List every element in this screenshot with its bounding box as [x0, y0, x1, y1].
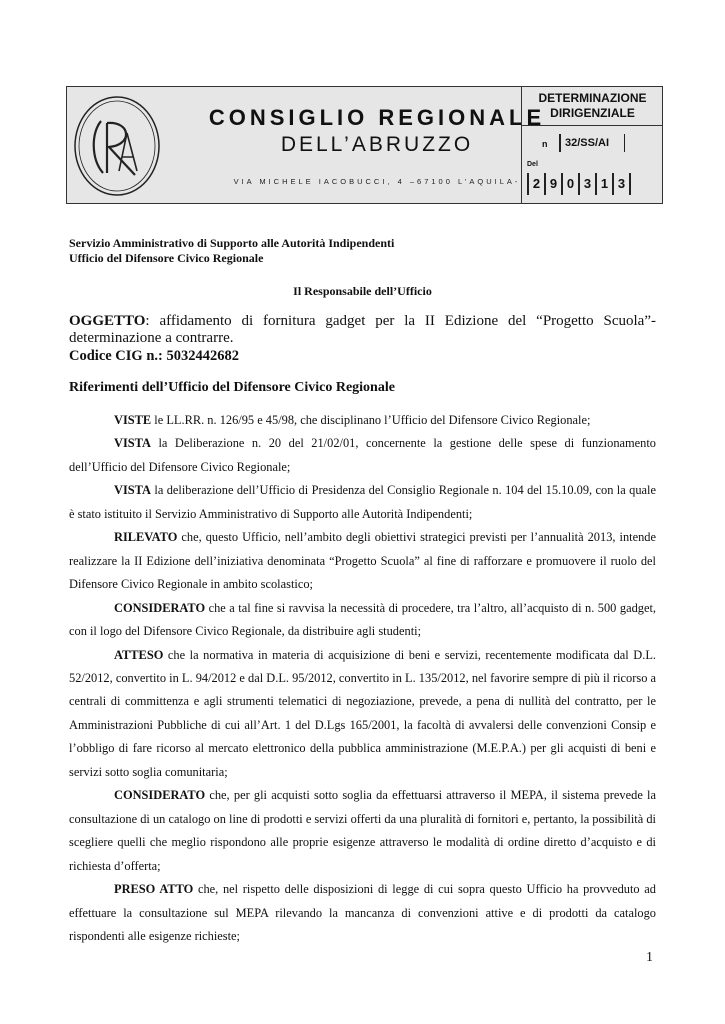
cig-code: Codice CIG n.: 5032442682 — [69, 348, 239, 364]
paragraph-lead: CONSIDERATO — [114, 600, 206, 615]
council-logo-icon — [71, 93, 163, 199]
date-digit: 3 — [578, 173, 595, 195]
date-digit: 0 — [561, 173, 578, 195]
page-number: 1 — [646, 950, 653, 965]
letterhead — [66, 86, 663, 204]
paragraph — [69, 597, 656, 644]
determinazione-number: 32/SS/AI — [559, 134, 625, 152]
subject-label: OGGETTO — [69, 313, 146, 329]
paragraph — [69, 479, 656, 526]
panel-divider — [522, 125, 662, 126]
date-digit: 2 — [527, 173, 544, 195]
paragraph — [69, 644, 656, 785]
council-title: CONSIGLIO REGIONALE — [208, 105, 546, 130]
paragraph-text: la Deliberazione n. 20 del 21/02/01, concernente la gestione delle spese di funzionamento dell’Ufficio del Difensore Civico Regionale; — [69, 436, 656, 474]
date-label: Del — [527, 161, 538, 168]
date-boxes — [527, 173, 631, 195]
paragraph-text: che, nel rispetto delle disposizioni di legge di cui sopra questo Ufficio ha provveduto ad effettuare la consultazione sul MEPA rilevando la mancanza di convenzioni attive e di prodotti da catalogo rispondenti alle esigenze richieste; — [69, 882, 656, 943]
paragraph-text: che, questo Ufficio, nell’ambito degli obiettivi strategici previsti per l’annualità 2013, intende realizzare la II Edizione dell’iniziativa denominata “Progetto Scuola” al fine di rafforzare e promuovere il ruolo del Difensore Civico Regionale in ambito scolastico; — [69, 530, 656, 592]
paragraph-lead: VISTA — [114, 483, 151, 498]
paragraph — [69, 409, 656, 432]
paragraph-text: la deliberazione dell’Ufficio di Presidenza del Consiglio Regionale n. 104 del 15.10.09, con la quale è stato istituito il Servizio Amministrativo di Supporto alle Autorità Indipendenti; — [69, 483, 656, 521]
council-subtitle: DELL’ABRUZZO — [280, 133, 474, 156]
paragraph-lead: CONSIDERATO — [114, 788, 206, 803]
determinazione-line2: DIRIGENZIALE — [550, 106, 635, 120]
references-heading: Riferimenti dell’Ufficio del Difensore Civico Regionale — [69, 380, 395, 395]
paragraph — [69, 526, 656, 596]
subject-text: : affidamento di fornitura gadget per la II Edizione del “Progetto Scuola”- determinazione a contrarre. — [69, 313, 656, 346]
paragraph-text: che, per gli acquisti sotto soglia da effettuarsi attraverso il MEPA, il sistema prevede la consultazione di un catalogo on line di prodotti e servizi offerti da una pluralità di fornitori e, pertanto, la possibilità di scegliere quelli che meglio rispondono alle proprie esigenze attraverso le modalità di ordine diretto d’acquisto e di richiesta d’offerta; — [69, 788, 656, 873]
council-address: VIA MICHELE IACOBUCCI, 4 –67100 L’AQUILA- — [233, 177, 521, 186]
office-line2: Ufficio del Difensore Civico Regionale — [69, 251, 264, 265]
paragraph — [69, 784, 656, 878]
paragraph-lead: VISTE — [114, 413, 152, 427]
paragraph-text: che la normativa in materia di acquisizione di beni e servizi, recentemente modificata dal D.L. 52/2012, convertito in L. 94/2012 e dal D.L. 95/2012, convertito in L. 135/2012, nel favorire sempre di più il ricorso a centrali di committenza e agli strumenti telematici di negoziazione, prevede, a pena di nullità del contratto, per le Amministrazioni Pubbliche di cui all’Art. 1 del D.Lgs 165/2001, la facoltà di avvalersi delle convenzioni Consip e l’obbligo di fare ricorso al mercato elettronico della pubblica amministrazione (M.E.P.A.) per gli acquisti di beni e servizi sotto soglia comunitaria; — [69, 647, 656, 779]
logo-area — [67, 87, 167, 203]
determinazione-panel — [521, 87, 662, 203]
date-digit: 3 — [612, 173, 631, 195]
paragraph-lead: ATTESO — [114, 647, 164, 662]
paragraph — [69, 878, 656, 948]
office-line1: Servizio Amministrativo di Supporto alle Autorità Indipendenti — [69, 236, 395, 250]
paragraph-lead: PRESO ATTO — [114, 882, 194, 897]
document-body — [69, 409, 656, 948]
paragraph — [69, 432, 656, 479]
determinazione-line1: DETERMINAZIONE — [538, 91, 647, 105]
paragraph-lead: VISTA — [114, 436, 151, 451]
date-digit: 1 — [595, 173, 612, 195]
paragraph-lead: RILEVATO — [114, 530, 178, 545]
paragraph-text: le LL.RR. n. 126/95 e 45/98, che disciplinano l’Ufficio del Difensore Civico Regionale; — [151, 413, 591, 427]
paragraph-text: che a tal fine si ravvisa la necessità di procedere, tra l’altro, all’acquisto di n. 500 gadget, con il logo del Difensore Civico Regionale, da distribuire agli studenti; — [69, 600, 656, 639]
determinazione-title — [522, 91, 663, 121]
responsabile-heading: Il Responsabile dell’Ufficio — [293, 284, 432, 298]
date-digit: 9 — [544, 173, 561, 195]
subject — [69, 313, 656, 347]
office-heading — [69, 236, 394, 266]
number-label: n — [542, 139, 548, 149]
